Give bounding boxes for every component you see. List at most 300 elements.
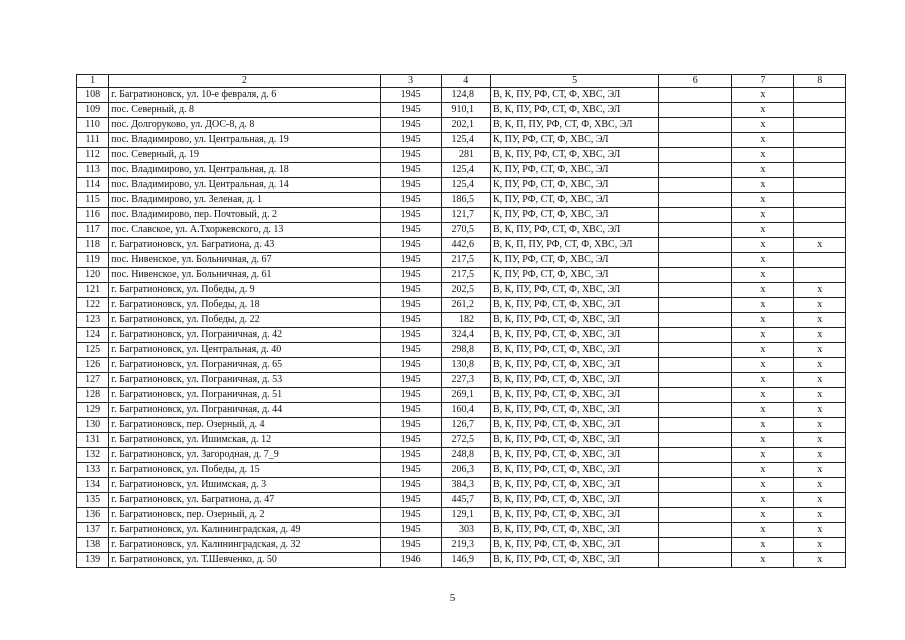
address-cell: пос. Владимирово, ул. Центральная, д. 19	[109, 133, 380, 148]
year-cell: 1945	[380, 253, 441, 268]
table-row	[77, 388, 846, 403]
mark-7-cell: х	[732, 358, 794, 373]
row-number-cell: 134	[77, 478, 109, 493]
table-row	[77, 508, 846, 523]
col-6-cell	[659, 148, 732, 163]
area-cell: 910,1	[441, 103, 490, 118]
area-cell: 125,4	[441, 178, 490, 193]
header-cell: 3	[380, 75, 441, 88]
row-number-cell: 128	[77, 388, 109, 403]
mark-7-cell: х	[732, 253, 794, 268]
table-row	[77, 448, 846, 463]
table-row	[77, 253, 846, 268]
utilities-cell: В, К, ПУ, РФ, СТ, Ф, ХВС, ЭЛ	[490, 358, 658, 373]
header-cell: 2	[109, 75, 380, 88]
utilities-cell: В, К, ПУ, РФ, СТ, Ф, ХВС, ЭЛ	[490, 283, 658, 298]
mark-8-cell	[794, 163, 846, 178]
address-cell: г. Багратионовск, ул. Калининградская, д. 49	[109, 523, 380, 538]
table-row	[77, 373, 846, 388]
utilities-cell: К, ПУ, РФ, СТ, Ф, ХВС, ЭЛ	[490, 193, 658, 208]
area-cell: 186,5	[441, 193, 490, 208]
page-number: 5	[449, 592, 456, 604]
mark-7-cell: х	[732, 508, 794, 523]
table-row	[77, 418, 846, 433]
col-6-cell	[659, 193, 732, 208]
year-cell: 1945	[380, 133, 441, 148]
row-number-cell: 138	[77, 538, 109, 553]
row-number-cell: 108	[77, 88, 109, 103]
row-number-cell: 131	[77, 433, 109, 448]
table-body	[77, 75, 846, 568]
mark-8-cell: х	[794, 358, 846, 373]
address-cell: пос. Владимирово, ул. Зеленая, д. 1	[109, 193, 380, 208]
table-row	[77, 538, 846, 553]
address-cell: пос. Нивенское, ул. Больничная, д. 61	[109, 268, 380, 283]
area-cell: 227,3	[441, 373, 490, 388]
area-cell: 384,3	[441, 478, 490, 493]
mark-7-cell: х	[732, 223, 794, 238]
mark-7-cell: х	[732, 118, 794, 133]
mark-8-cell: х	[794, 553, 846, 568]
year-cell: 1945	[380, 463, 441, 478]
row-number-cell: 129	[77, 403, 109, 418]
area-cell: 126,7	[441, 418, 490, 433]
utilities-cell: В, К, ПУ, РФ, СТ, Ф, ХВС, ЭЛ	[490, 478, 658, 493]
address-cell: г. Багратионовск, ул. Багратиона, д. 47	[109, 493, 380, 508]
table-row	[77, 358, 846, 373]
col-6-cell	[659, 418, 732, 433]
table-row	[77, 118, 846, 133]
utilities-cell: В, К, ПУ, РФ, СТ, Ф, ХВС, ЭЛ	[490, 433, 658, 448]
mark-7-cell: х	[732, 283, 794, 298]
address-cell: г. Багратионовск, ул. Калининградская, д. 32	[109, 538, 380, 553]
year-cell: 1945	[380, 433, 441, 448]
mark-8-cell	[794, 148, 846, 163]
address-cell: г. Багратионовск, ул. Багратиона, д. 43	[109, 238, 380, 253]
row-number-cell: 110	[77, 118, 109, 133]
utilities-cell: В, К, ПУ, РФ, СТ, Ф, ХВС, ЭЛ	[490, 223, 658, 238]
utilities-cell: В, К, ПУ, РФ, СТ, Ф, ХВС, ЭЛ	[490, 523, 658, 538]
header-cell: 1	[77, 75, 109, 88]
mark-8-cell: х	[794, 478, 846, 493]
address-cell: г. Багратионовск, ул. Т.Шевченко, д. 50	[109, 553, 380, 568]
mark-8-cell: х	[794, 343, 846, 358]
utilities-cell: В, К, ПУ, РФ, СТ, Ф, ХВС, ЭЛ	[490, 538, 658, 553]
mark-7-cell: х	[732, 463, 794, 478]
mark-7-cell: х	[732, 478, 794, 493]
table-row	[77, 193, 846, 208]
col-6-cell	[659, 478, 732, 493]
mark-7-cell: х	[732, 403, 794, 418]
header-cell: 4	[441, 75, 490, 88]
utilities-cell: К, ПУ, РФ, СТ, Ф, ХВС, ЭЛ	[490, 163, 658, 178]
mark-7-cell: х	[732, 298, 794, 313]
utilities-cell: В, К, ПУ, РФ, СТ, Ф, ХВС, ЭЛ	[490, 553, 658, 568]
table-row	[77, 523, 846, 538]
row-number-cell: 124	[77, 328, 109, 343]
utilities-cell: К, ПУ, РФ, СТ, Ф, ХВС, ЭЛ	[490, 253, 658, 268]
mark-7-cell: х	[732, 418, 794, 433]
table-row	[77, 88, 846, 103]
address-cell: г. Багратионовск, ул. Ишимская, д. 12	[109, 433, 380, 448]
table-row	[77, 433, 846, 448]
area-cell: 219,3	[441, 538, 490, 553]
year-cell: 1945	[380, 418, 441, 433]
table-row	[77, 493, 846, 508]
year-cell: 1945	[380, 193, 441, 208]
col-6-cell	[659, 268, 732, 283]
area-cell: 124,8	[441, 88, 490, 103]
mark-7-cell: х	[732, 313, 794, 328]
utilities-cell: В, К, ПУ, РФ, СТ, Ф, ХВС, ЭЛ	[490, 313, 658, 328]
area-cell: 261,2	[441, 298, 490, 313]
mark-8-cell: х	[794, 373, 846, 388]
row-number-cell: 130	[77, 418, 109, 433]
address-cell: г. Багратионовск, ул. Пограничная, д. 44	[109, 403, 380, 418]
mark-7-cell: х	[732, 553, 794, 568]
year-cell: 1945	[380, 268, 441, 283]
table-row	[77, 103, 846, 118]
mark-8-cell	[794, 268, 846, 283]
mark-8-cell: х	[794, 328, 846, 343]
col-6-cell	[659, 373, 732, 388]
row-number-cell: 133	[77, 463, 109, 478]
utilities-cell: В, К, П, ПУ, РФ, СТ, Ф, ХВС, ЭЛ	[490, 238, 658, 253]
row-number-cell: 127	[77, 373, 109, 388]
year-cell: 1945	[380, 163, 441, 178]
utilities-cell: В, К, ПУ, РФ, СТ, Ф, ХВС, ЭЛ	[490, 328, 658, 343]
row-number-cell: 114	[77, 178, 109, 193]
col-6-cell	[659, 538, 732, 553]
utilities-cell: К, ПУ, РФ, СТ, Ф, ХВС, ЭЛ	[490, 178, 658, 193]
col-6-cell	[659, 178, 732, 193]
col-6-cell	[659, 523, 732, 538]
mark-8-cell: х	[794, 493, 846, 508]
address-cell: г. Багратионовск, ул. 10-е февраля, д. 6	[109, 88, 380, 103]
year-cell: 1945	[380, 283, 441, 298]
table-row	[77, 298, 846, 313]
mark-8-cell: х	[794, 433, 846, 448]
year-cell: 1945	[380, 403, 441, 418]
header-cell: 6	[659, 75, 732, 88]
utilities-cell: В, К, ПУ, РФ, СТ, Ф, ХВС, ЭЛ	[490, 298, 658, 313]
table-row	[77, 208, 846, 223]
mark-8-cell	[794, 133, 846, 148]
table-row	[77, 553, 846, 568]
col-6-cell	[659, 358, 732, 373]
col-6-cell	[659, 298, 732, 313]
mark-7-cell: х	[732, 133, 794, 148]
address-cell: пос. Славское, ул. А.Тхоржевского, д. 13	[109, 223, 380, 238]
mark-8-cell: х	[794, 403, 846, 418]
year-cell: 1945	[380, 373, 441, 388]
mark-8-cell: х	[794, 538, 846, 553]
area-cell: 324,4	[441, 328, 490, 343]
mark-7-cell: х	[732, 343, 794, 358]
year-cell: 1945	[380, 523, 441, 538]
col-6-cell	[659, 508, 732, 523]
table-row	[77, 178, 846, 193]
mark-7-cell: х	[732, 523, 794, 538]
row-number-cell: 132	[77, 448, 109, 463]
table-row	[77, 148, 846, 163]
year-cell: 1945	[380, 178, 441, 193]
row-number-cell: 115	[77, 193, 109, 208]
area-cell: 121,7	[441, 208, 490, 223]
mark-7-cell: х	[732, 163, 794, 178]
mark-7-cell: х	[732, 268, 794, 283]
utilities-cell: В, К, ПУ, РФ, СТ, Ф, ХВС, ЭЛ	[490, 403, 658, 418]
table-row	[77, 328, 846, 343]
year-cell: 1945	[380, 313, 441, 328]
year-cell: 1945	[380, 343, 441, 358]
table-header-row	[77, 75, 846, 88]
mark-7-cell: х	[732, 373, 794, 388]
mark-8-cell	[794, 178, 846, 193]
table-row	[77, 313, 846, 328]
col-6-cell	[659, 208, 732, 223]
mark-8-cell	[794, 253, 846, 268]
area-cell: 281	[441, 148, 490, 163]
row-number-cell: 137	[77, 523, 109, 538]
address-cell: г. Багратионовск, ул. Победы, д. 15	[109, 463, 380, 478]
row-number-cell: 123	[77, 313, 109, 328]
col-6-cell	[659, 493, 732, 508]
utilities-cell: В, К, ПУ, РФ, СТ, Ф, ХВС, ЭЛ	[490, 103, 658, 118]
area-cell: 125,4	[441, 133, 490, 148]
mark-8-cell: х	[794, 508, 846, 523]
area-cell: 129,1	[441, 508, 490, 523]
col-6-cell	[659, 223, 732, 238]
row-number-cell: 139	[77, 553, 109, 568]
col-6-cell	[659, 253, 732, 268]
row-number-cell: 109	[77, 103, 109, 118]
row-number-cell: 126	[77, 358, 109, 373]
year-cell: 1945	[380, 298, 441, 313]
address-cell: пос. Владимирово, ул. Центральная, д. 14	[109, 178, 380, 193]
header-cell: 8	[794, 75, 846, 88]
area-cell: 217,5	[441, 268, 490, 283]
row-number-cell: 122	[77, 298, 109, 313]
utilities-cell: В, К, ПУ, РФ, СТ, Ф, ХВС, ЭЛ	[490, 463, 658, 478]
mark-8-cell: х	[794, 313, 846, 328]
table-row	[77, 133, 846, 148]
area-cell: 298,8	[441, 343, 490, 358]
mark-8-cell: х	[794, 298, 846, 313]
mark-8-cell: х	[794, 418, 846, 433]
mark-8-cell: х	[794, 463, 846, 478]
col-6-cell	[659, 388, 732, 403]
table-row	[77, 403, 846, 418]
area-cell: 202,5	[441, 283, 490, 298]
utilities-cell: К, ПУ, РФ, СТ, Ф, ХВС, ЭЛ	[490, 268, 658, 283]
row-number-cell: 113	[77, 163, 109, 178]
col-6-cell	[659, 133, 732, 148]
row-number-cell: 120	[77, 268, 109, 283]
address-cell: г. Багратионовск, ул. Пограничная, д. 53	[109, 373, 380, 388]
address-cell: пос. Владимирово, ул. Центральная, д. 18	[109, 163, 380, 178]
address-cell: г. Багратионовск, ул. Пограничная, д. 51	[109, 388, 380, 403]
table-row	[77, 163, 846, 178]
area-cell: 217,5	[441, 253, 490, 268]
area-cell: 146,9	[441, 553, 490, 568]
mark-7-cell: х	[732, 193, 794, 208]
mark-7-cell: х	[732, 493, 794, 508]
year-cell: 1945	[380, 223, 441, 238]
table-row	[77, 268, 846, 283]
year-cell: 1945	[380, 118, 441, 133]
mark-8-cell	[794, 103, 846, 118]
mark-7-cell: х	[732, 448, 794, 463]
table-row	[77, 343, 846, 358]
col-6-cell	[659, 343, 732, 358]
col-6-cell	[659, 238, 732, 253]
utilities-cell: В, К, ПУ, РФ, СТ, Ф, ХВС, ЭЛ	[490, 343, 658, 358]
row-number-cell: 135	[77, 493, 109, 508]
row-number-cell: 112	[77, 148, 109, 163]
area-cell: 130,8	[441, 358, 490, 373]
utilities-cell: В, К, ПУ, РФ, СТ, Ф, ХВС, ЭЛ	[490, 448, 658, 463]
utilities-cell: В, К, ПУ, РФ, СТ, Ф, ХВС, ЭЛ	[490, 88, 658, 103]
col-6-cell	[659, 163, 732, 178]
row-number-cell: 118	[77, 238, 109, 253]
year-cell: 1945	[380, 388, 441, 403]
area-cell: 182	[441, 313, 490, 328]
mark-7-cell: х	[732, 538, 794, 553]
address-cell: г. Багратионовск, ул. Центральная, д. 40	[109, 343, 380, 358]
table-row	[77, 463, 846, 478]
col-6-cell	[659, 448, 732, 463]
mark-8-cell: х	[794, 448, 846, 463]
address-cell: пос. Долгоруково, ул. ДОС-8, д. 8	[109, 118, 380, 133]
year-cell: 1945	[380, 208, 441, 223]
row-number-cell: 121	[77, 283, 109, 298]
year-cell: 1945	[380, 493, 441, 508]
address-cell: пос. Северный, д. 8	[109, 103, 380, 118]
row-number-cell: 117	[77, 223, 109, 238]
area-cell: 160,4	[441, 403, 490, 418]
utilities-cell: В, К, ПУ, РФ, СТ, Ф, ХВС, ЭЛ	[490, 508, 658, 523]
row-number-cell: 111	[77, 133, 109, 148]
mark-8-cell: х	[794, 238, 846, 253]
area-cell: 206,3	[441, 463, 490, 478]
col-6-cell	[659, 283, 732, 298]
header-cell: 5	[490, 75, 658, 88]
area-cell: 269,1	[441, 388, 490, 403]
table-row	[77, 238, 846, 253]
mark-7-cell: х	[732, 178, 794, 193]
area-cell: 248,8	[441, 448, 490, 463]
address-cell: г. Багратионовск, ул. Победы, д. 9	[109, 283, 380, 298]
address-cell: пос. Северный, д. 19	[109, 148, 380, 163]
year-cell: 1945	[380, 148, 441, 163]
address-cell: пос. Владимирово, пер. Почтовый, д. 2	[109, 208, 380, 223]
table-row	[77, 283, 846, 298]
area-cell: 270,5	[441, 223, 490, 238]
col-6-cell	[659, 328, 732, 343]
year-cell: 1945	[380, 508, 441, 523]
address-cell: г. Багратионовск, ул. Загородная, д. 7_9	[109, 448, 380, 463]
year-cell: 1946	[380, 553, 441, 568]
mark-7-cell: х	[732, 328, 794, 343]
row-number-cell: 116	[77, 208, 109, 223]
mark-8-cell	[794, 118, 846, 133]
area-cell: 202,1	[441, 118, 490, 133]
address-cell: г. Багратионовск, ул. Ишимская, д. 3	[109, 478, 380, 493]
address-cell: г. Багратионовск, пер. Озерный, д. 2	[109, 508, 380, 523]
mark-8-cell: х	[794, 388, 846, 403]
utilities-cell: В, К, ПУ, РФ, СТ, Ф, ХВС, ЭЛ	[490, 373, 658, 388]
area-cell: 125,4	[441, 163, 490, 178]
mark-7-cell: х	[732, 148, 794, 163]
address-cell: г. Багратионовск, ул. Победы, д. 18	[109, 298, 380, 313]
utilities-cell: В, К, ПУ, РФ, СТ, Ф, ХВС, ЭЛ	[490, 148, 658, 163]
address-cell: г. Багратионовск, ул. Пограничная, д. 42	[109, 328, 380, 343]
mark-7-cell: х	[732, 433, 794, 448]
area-cell: 303	[441, 523, 490, 538]
mark-7-cell: х	[732, 88, 794, 103]
mark-7-cell: х	[732, 238, 794, 253]
mark-8-cell: х	[794, 283, 846, 298]
utilities-cell: В, К, ПУ, РФ, СТ, Ф, ХВС, ЭЛ	[490, 493, 658, 508]
year-cell: 1945	[380, 238, 441, 253]
year-cell: 1945	[380, 88, 441, 103]
table-row	[77, 478, 846, 493]
utilities-cell: В, К, П, ПУ, РФ, СТ, Ф, ХВС, ЭЛ	[490, 118, 658, 133]
mark-8-cell: х	[794, 523, 846, 538]
col-6-cell	[659, 118, 732, 133]
address-cell: г. Багратионовск, пер. Озерный, д. 4	[109, 418, 380, 433]
year-cell: 1945	[380, 358, 441, 373]
mark-7-cell: х	[732, 103, 794, 118]
col-6-cell	[659, 88, 732, 103]
mark-8-cell	[794, 88, 846, 103]
year-cell: 1945	[380, 328, 441, 343]
housing-table	[76, 74, 846, 568]
col-6-cell	[659, 433, 732, 448]
mark-8-cell	[794, 208, 846, 223]
area-cell: 445,7	[441, 493, 490, 508]
mark-7-cell: х	[732, 388, 794, 403]
col-6-cell	[659, 463, 732, 478]
row-number-cell: 136	[77, 508, 109, 523]
mark-7-cell: х	[732, 208, 794, 223]
year-cell: 1945	[380, 103, 441, 118]
year-cell: 1945	[380, 478, 441, 493]
address-cell: пос. Нивенское, ул. Больничная, д. 67	[109, 253, 380, 268]
mark-8-cell	[794, 223, 846, 238]
header-cell: 7	[732, 75, 794, 88]
year-cell: 1945	[380, 448, 441, 463]
col-6-cell	[659, 553, 732, 568]
utilities-cell: В, К, ПУ, РФ, СТ, Ф, ХВС, ЭЛ	[490, 388, 658, 403]
col-6-cell	[659, 403, 732, 418]
address-cell: г. Багратионовск, ул. Победы, д. 22	[109, 313, 380, 328]
col-6-cell	[659, 103, 732, 118]
area-cell: 442,6	[441, 238, 490, 253]
year-cell: 1945	[380, 538, 441, 553]
table-row	[77, 223, 846, 238]
col-6-cell	[659, 313, 732, 328]
utilities-cell: К, ПУ, РФ, СТ, Ф, ХВС, ЭЛ	[490, 133, 658, 148]
utilities-cell: К, ПУ, РФ, СТ, Ф, ХВС, ЭЛ	[490, 208, 658, 223]
utilities-cell: В, К, ПУ, РФ, СТ, Ф, ХВС, ЭЛ	[490, 418, 658, 433]
row-number-cell: 119	[77, 253, 109, 268]
mark-8-cell	[794, 193, 846, 208]
area-cell: 272,5	[441, 433, 490, 448]
address-cell: г. Багратионовск, ул. Пограничная, д. 65	[109, 358, 380, 373]
row-number-cell: 125	[77, 343, 109, 358]
